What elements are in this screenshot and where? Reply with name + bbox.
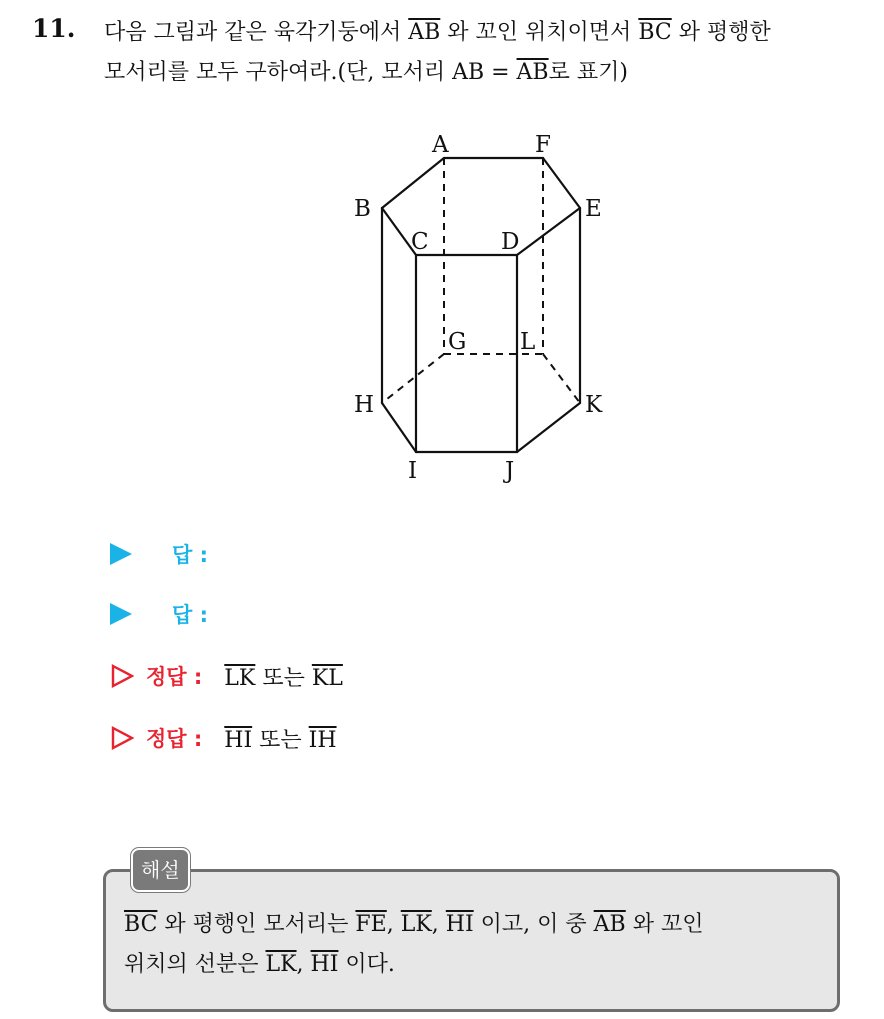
question-text — [104, 13, 874, 93]
edge-gh-hidden — [382, 354, 444, 403]
question-number: 11. — [32, 14, 76, 43]
play-triangle-icon — [110, 543, 132, 565]
vertex-label-h: H — [354, 392, 375, 418]
separator: , — [431, 912, 446, 937]
explanation-text-part: 와 꼬인 — [625, 912, 704, 937]
hexagonal-prism-figure — [340, 122, 620, 492]
explanation-text-part: 와 평행인 모서리는 — [157, 912, 356, 937]
segment-fe: $\overline{FE}$ — [355, 912, 387, 937]
edge-jk — [517, 403, 580, 452]
segment-bc: $\overline{BC}$ — [638, 20, 672, 45]
explanation-text-part: 이다. — [338, 952, 395, 977]
segment-kl: $\overline{KL}$ — [311, 665, 343, 691]
edge-de — [517, 208, 580, 255]
vertex-label-c: C — [411, 229, 429, 255]
segment-ab-notation: $\overline{AB}$ — [516, 60, 549, 85]
or-word: 또는 — [255, 665, 312, 691]
segment-lk: $\overline{LK}$ — [265, 952, 297, 977]
answer-blank-1 — [110, 537, 208, 571]
segment-lk: $\overline{LK}$ — [224, 665, 256, 691]
correct-answer-label: 정답 : — [146, 727, 203, 751]
vertex-label-i: I — [408, 458, 418, 484]
edge-ab — [382, 158, 444, 208]
edge-fe — [543, 158, 580, 208]
separator: , — [296, 952, 311, 977]
answer-label: 답 : — [172, 603, 208, 627]
answer-blank-2 — [110, 597, 208, 631]
answer-label: 답 : — [172, 543, 208, 567]
question-text-part: 로 표기) — [548, 60, 628, 85]
segment-ih: $\overline{IH}$ — [308, 727, 337, 753]
vertex-label-f: F — [535, 132, 551, 158]
correct-answer-value — [224, 661, 343, 692]
question-text-part: 모서리를 모두 구하여라.(단, 모서리 AB = — [104, 60, 517, 85]
correct-answer-value — [224, 723, 336, 754]
vertex-label-b: B — [354, 196, 371, 222]
correct-answer-label: 정답 : — [146, 665, 203, 689]
edge-hi — [382, 403, 416, 452]
segment-ab: $\overline{AB}$ — [408, 20, 441, 45]
segment-hi: $\overline{HI}$ — [310, 952, 339, 977]
vertex-label-j: J — [505, 458, 515, 484]
explanation-tag: 해설 — [131, 848, 190, 892]
correct-answer-2 — [110, 721, 337, 755]
explanation-text — [124, 905, 836, 985]
question-text-part: 다음 그림과 같은 육각기둥에서 — [104, 20, 409, 45]
segment-lk: $\overline{LK}$ — [400, 912, 432, 937]
explanation-text-part: 이고, 이 중 — [473, 912, 594, 937]
segment-bc: $\overline{BC}$ — [124, 912, 158, 937]
outline-triangle-icon — [110, 664, 134, 688]
vertex-label-g: G — [448, 329, 467, 355]
vertex-label-a: A — [432, 132, 449, 158]
segment-hi: $\overline{HI}$ — [445, 912, 474, 937]
vertex-label-d: D — [501, 229, 520, 255]
question-text-part: 와 평행한 — [671, 20, 771, 45]
vertex-label-e: E — [585, 196, 602, 222]
explanation-text-part: 위치의 선분은 — [124, 952, 266, 977]
vertex-label-k: K — [585, 392, 603, 418]
vertex-label-l: L — [520, 329, 536, 355]
edge-lk-hidden — [543, 354, 580, 403]
play-triangle-icon — [110, 603, 132, 625]
segment-hi: $\overline{HI}$ — [224, 727, 253, 753]
question-text-part: 와 꼬인 위치이면서 — [440, 20, 639, 45]
or-word: 또는 — [252, 727, 309, 753]
separator: , — [386, 912, 401, 937]
correct-answer-1 — [110, 659, 343, 693]
segment-ab: $\overline{AB}$ — [593, 912, 626, 937]
outline-triangle-icon — [110, 726, 134, 750]
